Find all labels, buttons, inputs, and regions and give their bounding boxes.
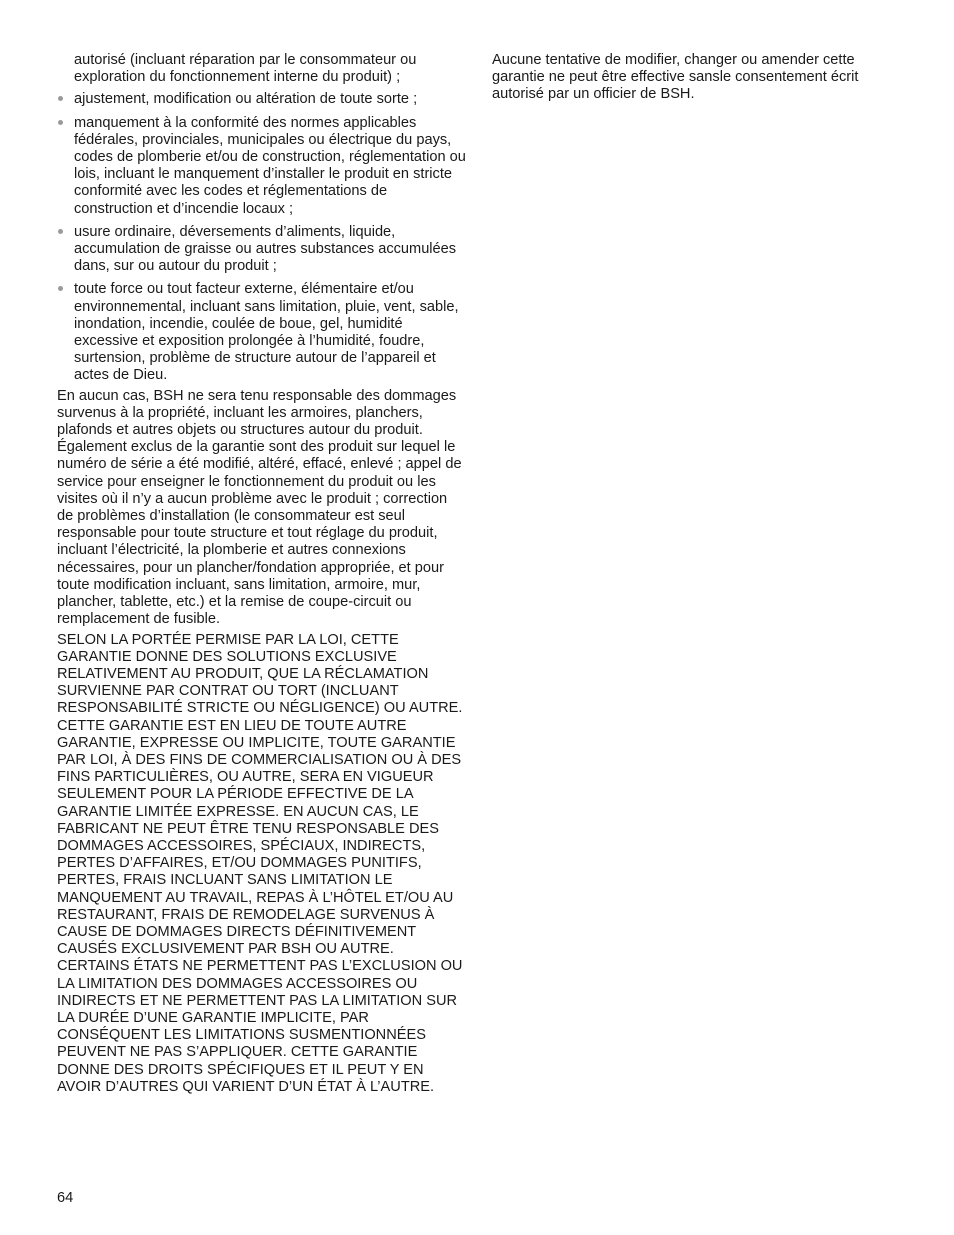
- bullet-icon: [58, 229, 63, 234]
- list-item-text: manquement à la conformité des normes applicables fédérales, provinciales, municipales ou électrique du pays, codes de plomberie et/ou de construction, réglementation ou lois, incluant le manquement d’installer le produit en stricte conformité avec les codes et réglementations de construction et d’incendie locaux ;: [74, 114, 466, 217]
- bullet-icon: [58, 120, 63, 125]
- amendment-paragraph: Aucune tentative de modifier, changer ou amender cette garantie ne peut être effective sansle consentement écrit autorisé par un officier de BSH.: [492, 52, 859, 103]
- right-column: [492, 52, 904, 107]
- legal-disclaimer-paragraph: SELON LA PORTÉE PERMISE PAR LA LOI, CETTE GARANTIE DONNE DES SOLUTIONS EXCLUSIVE RELATIVEMENT AU PRODUIT, QUE LA RÉCLAMATION SURVIENNE PAR CONTRAT OU TORT (INCLUANT RESPONSABILITÉ STRICTE OU NÉGLIGENCE) OU AUTRE. CETTE GARANTIE EST EN LIEU DE TOUTE AUTRE GARANTIE, EXPRESSE OU IMPLICITE, TOUTE GARANTIE PAR LOI, À DES FINS DE COMMERCIALISATION OU À DES FINS PARTICULIÈRES, OU AUTRE, SERA EN VIGUEUR SEULEMENT POUR LA PÉRIODE EFFECTIVE DE LA GARANTIE LIMITÉE EXPRESSE. EN AUCUN CAS, LE FABRICANT NE PEUT ÊTRE TENU RESPONSABLE DES DOMMAGES ACCESSOIRES, SPÉCIAUX, INDIRECTS, PERTES D’AFFAIRES, ET/OU DOMMAGES PUNITIFS, PERTES, FRAIS INCLUANT SANS LIMITATION LE MANQUEMENT AU TRAVAIL, REPAS À L’HÔTEL ET/OU AU RESTAURANT, FRAIS DE REMODELAGE SURVENUS À CAUSE DE DOMMAGES DIRECTS DÉFINITIVEMENT CAUSÉS EXCLUSIVEMENT PAR BSH OU AUTRE. CERTAINS ÉTATS NE PERMETTENT PAS L’EXCLUSION OU LA LIMITATION DES DOMMAGES ACCESSOIRES OU INDIRECTS ET NE PERMETTENT PAS LA LIMITATION SUR LA DURÉE D’UNE GARANTIE IMPLICITE, PAR CONSÉQUENT LES LIMITATIONS SUSMENTIONNÉES PEUVENT NE PAS S’APPLIQUER. CETTE GARANTIE DONNE DES DROITS SPÉCIFIQUES ET IL PEUT Y EN AVOIR D’AUTRES QUI VARIENT D’UN ÉTAT À L’AUTRE.: [57, 631, 463, 1095]
- exclusions-list: [57, 91, 467, 384]
- list-item: [57, 224, 467, 276]
- list-item: [57, 91, 467, 108]
- list-item-text: toute force ou tout facteur externe, élémentaire et/ou environnemental, incluant sans limitation, pluie, vent, sable, inondation, incendie, coulée de boue, gel, humidité excessive et exposition prolongée à l’humidité, foudre, surtension, problème de structure autour de l’appareil et actes de Dieu.: [74, 281, 459, 384]
- list-item-text: ajustement, modification ou altération de toute sorte ;: [74, 91, 418, 108]
- bullet-icon: [58, 286, 63, 291]
- page-number: 64: [57, 1190, 74, 1206]
- list-item: [57, 115, 467, 218]
- list-continuation: autorisé (incluant réparation par le consommateur ou exploration du fonctionnement interne du produit) ;: [74, 52, 417, 86]
- left-column: [57, 52, 467, 1099]
- liability-paragraph: En aucun cas, BSH ne sera tenu responsable des dommages survenus à la propriété, incluant les armoires, planchers, plafonds et autres objets ou structures autour du produit. Également exclus de la garantie sont des produit sur lequel le numéro de série a été modifié, altéré, effacé, enlevé ; appel de service pour enseigner le fonctionnement du produit ou les visites où il n’y a aucun problème avec le produit ; correction de problèmes d’installation (le consommateur est seul responsable pour toute structure et tout réglage du produit, incluant l’électricité, la plomberie et autres connexions nécessaires, pour un plancher/fondation appropriée, et pour toute modification incluant, sans limitation, armoire, mur, plancher, tablette, etc.) et la remise de coupe-circuit ou remplacement de fusible.: [57, 387, 462, 628]
- bullet-icon: [58, 96, 63, 101]
- list-item: [57, 281, 467, 384]
- list-item-text: usure ordinaire, déversements d’aliments, liquide, accumulation de graisse ou autres substances accumulées dans, sur ou autour du produit ;: [74, 223, 457, 275]
